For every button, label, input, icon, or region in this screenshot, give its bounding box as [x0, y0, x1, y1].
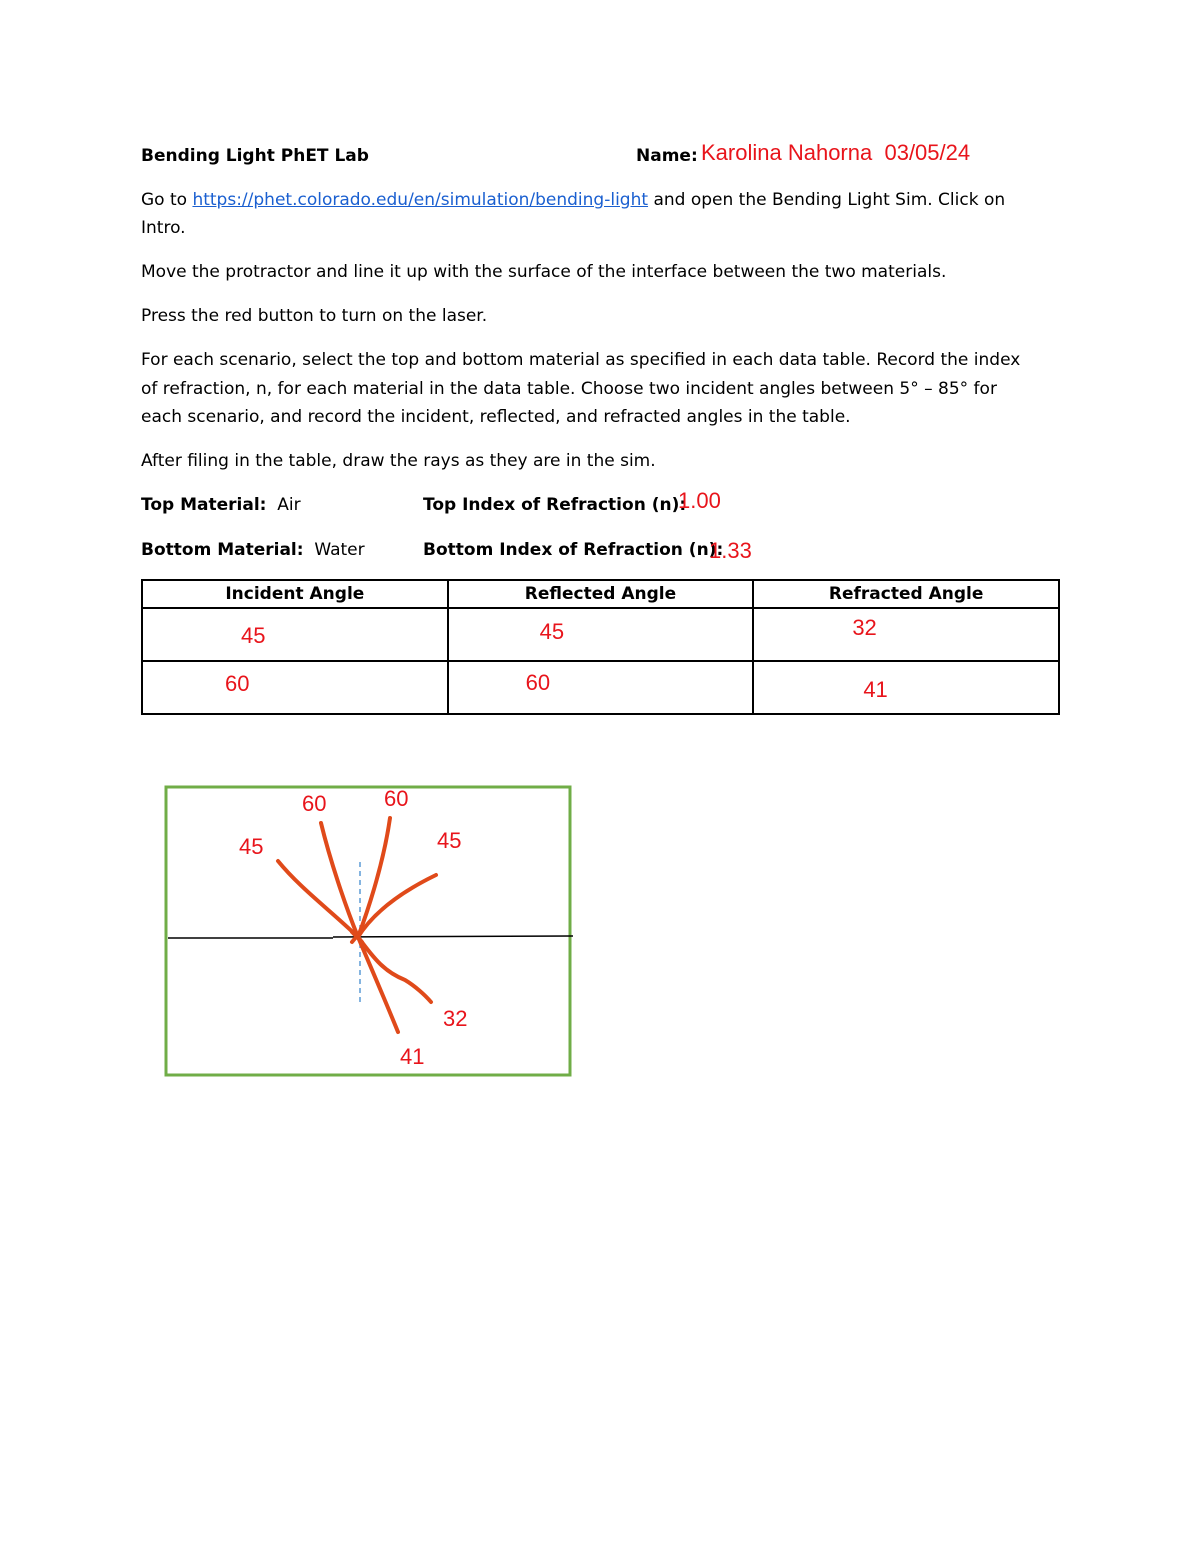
- refracted-angle-value: 41: [863, 677, 888, 702]
- instruction-go-to-suffix: and open the Bending Light Sim. Click on: [653, 190, 1006, 210]
- instruction-go-to-prefix: Go to: [141, 190, 188, 210]
- instruction-protractor: Move the protractor and line it up with the surface of the interface between the two materials.: [141, 262, 947, 282]
- diagram-frame: [166, 787, 570, 1075]
- header-incident-angle: Incident Angle: [142, 580, 448, 608]
- interface-line-right: [333, 936, 573, 937]
- date-value: 03/05/24: [884, 140, 971, 165]
- label-refracted-41: 41: [400, 1044, 425, 1069]
- instruction-laser: Press the red button to turn on the laser.: [141, 306, 488, 326]
- instruction-scenario-line3: each scenario, and record the incident, reflected, and refracted angles in the table.: [141, 407, 851, 427]
- phet-link[interactable]: https://phet.colorado.edu/en/simulation/bending-light: [192, 190, 649, 210]
- page-title: Bending Light PhET Lab: [141, 146, 369, 166]
- label-reflected-60: 60: [384, 786, 409, 811]
- bottom-index-value: 1.33: [709, 538, 752, 563]
- incident-angle-value: 45: [241, 623, 266, 648]
- label-incident-45: 45: [239, 834, 264, 859]
- top-material-value: Air: [277, 495, 301, 515]
- reflected-angle-value: 45: [539, 619, 565, 644]
- bottom-material-label: Bottom Material:: [141, 540, 304, 560]
- label-incident-60: 60: [302, 791, 327, 816]
- reflected-angle-value: 60: [525, 670, 551, 695]
- incident-angle-value: 60: [225, 671, 250, 696]
- bottom-index-label: Bottom Index of Refraction (n):: [423, 540, 724, 560]
- name-label: Name:: [636, 146, 698, 166]
- top-index-label: Top Index of Refraction (n):: [423, 495, 687, 515]
- top-index-value: 1.00: [678, 488, 721, 513]
- label-reflected-45: 45: [437, 828, 462, 853]
- header-refracted-angle: Refracted Angle: [753, 580, 1059, 608]
- top-material-label: Top Material:: [141, 495, 267, 515]
- refracted-ray-32: [358, 937, 431, 1002]
- bottom-material-value: Water: [314, 540, 365, 560]
- refracted-angle-value: 32: [852, 615, 877, 640]
- incident-ray-45: [278, 861, 358, 937]
- instruction-draw: After filing in the table, draw the rays as they are in the sim.: [141, 451, 656, 471]
- instruction-intro: Intro.: [141, 218, 186, 238]
- label-refracted-32: 32: [443, 1006, 468, 1031]
- instruction-scenario-line2: of refraction, n, for each material in the data table. Choose two incident angles between 5° – 85° for: [141, 379, 997, 399]
- refracted-ray-41: [358, 937, 398, 1032]
- instruction-scenario-line1: For each scenario, select the top and bottom material as specified in each data table. Record the index: [141, 350, 1021, 370]
- student-name-value: Karolina Nahorna: [701, 140, 873, 165]
- header-reflected-angle: Reflected Angle: [448, 580, 754, 608]
